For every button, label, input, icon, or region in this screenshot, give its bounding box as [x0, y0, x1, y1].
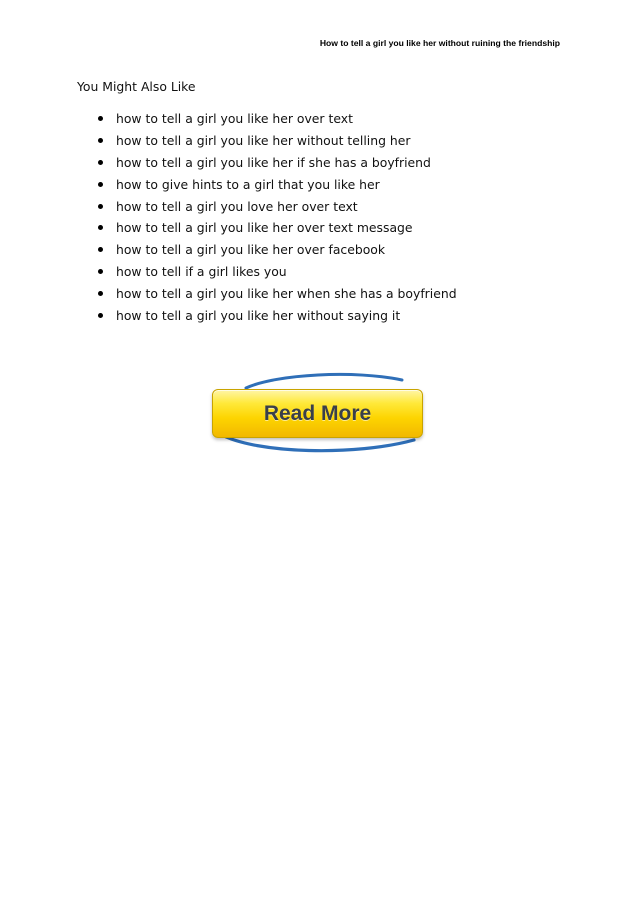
- bullet-icon: [98, 313, 103, 318]
- list-item-label: how to tell a girl you love her over text: [116, 198, 358, 214]
- list-item[interactable]: [92, 217, 457, 239]
- list-item-label: how to tell a girl you like her over text message: [116, 220, 413, 236]
- bullet-icon: [98, 291, 103, 296]
- list-item[interactable]: [92, 305, 457, 327]
- list-item[interactable]: [92, 152, 457, 174]
- bullet-icon: [98, 116, 103, 121]
- bullet-icon: [98, 247, 103, 252]
- list-item[interactable]: [92, 283, 457, 305]
- page-header-title: How to tell a girl you like her without ruining the friendship: [319, 38, 560, 48]
- list-item[interactable]: [92, 196, 457, 218]
- list-item[interactable]: [92, 174, 457, 196]
- list-item-label: how to tell a girl you like her over text: [116, 111, 353, 126]
- bullet-icon: [98, 225, 103, 230]
- bullet-icon: [98, 204, 103, 209]
- list-item[interactable]: [92, 239, 457, 261]
- list-item-label: how to tell a girl you like her without telling her: [116, 132, 411, 148]
- section-heading: You Might Also Like: [77, 79, 196, 94]
- read-more-button[interactable]: Read More: [212, 389, 423, 438]
- list-item[interactable]: [92, 130, 457, 152]
- bullet-icon: [98, 269, 103, 274]
- bullet-icon: [98, 138, 103, 143]
- list-item[interactable]: [92, 261, 457, 283]
- related-links-list: [92, 108, 457, 327]
- bullet-icon: [98, 182, 103, 187]
- list-item-label: how to tell a girl you like her when she has a boyfriend: [116, 286, 457, 302]
- list-item-label: how to give hints to a girl that you like her: [116, 176, 380, 192]
- list-item-label: how to tell if a girl likes you: [116, 264, 287, 280]
- list-item-label: how to tell a girl you like her over facebook: [116, 242, 386, 258]
- read-more-banner[interactable]: [206, 370, 428, 454]
- bullet-icon: [98, 160, 103, 165]
- list-item[interactable]: [92, 108, 457, 130]
- list-item-label: how to tell a girl you like her if she has a boyfriend: [116, 154, 431, 170]
- list-item-label: how to tell a girl you like her without saying it: [116, 308, 401, 324]
